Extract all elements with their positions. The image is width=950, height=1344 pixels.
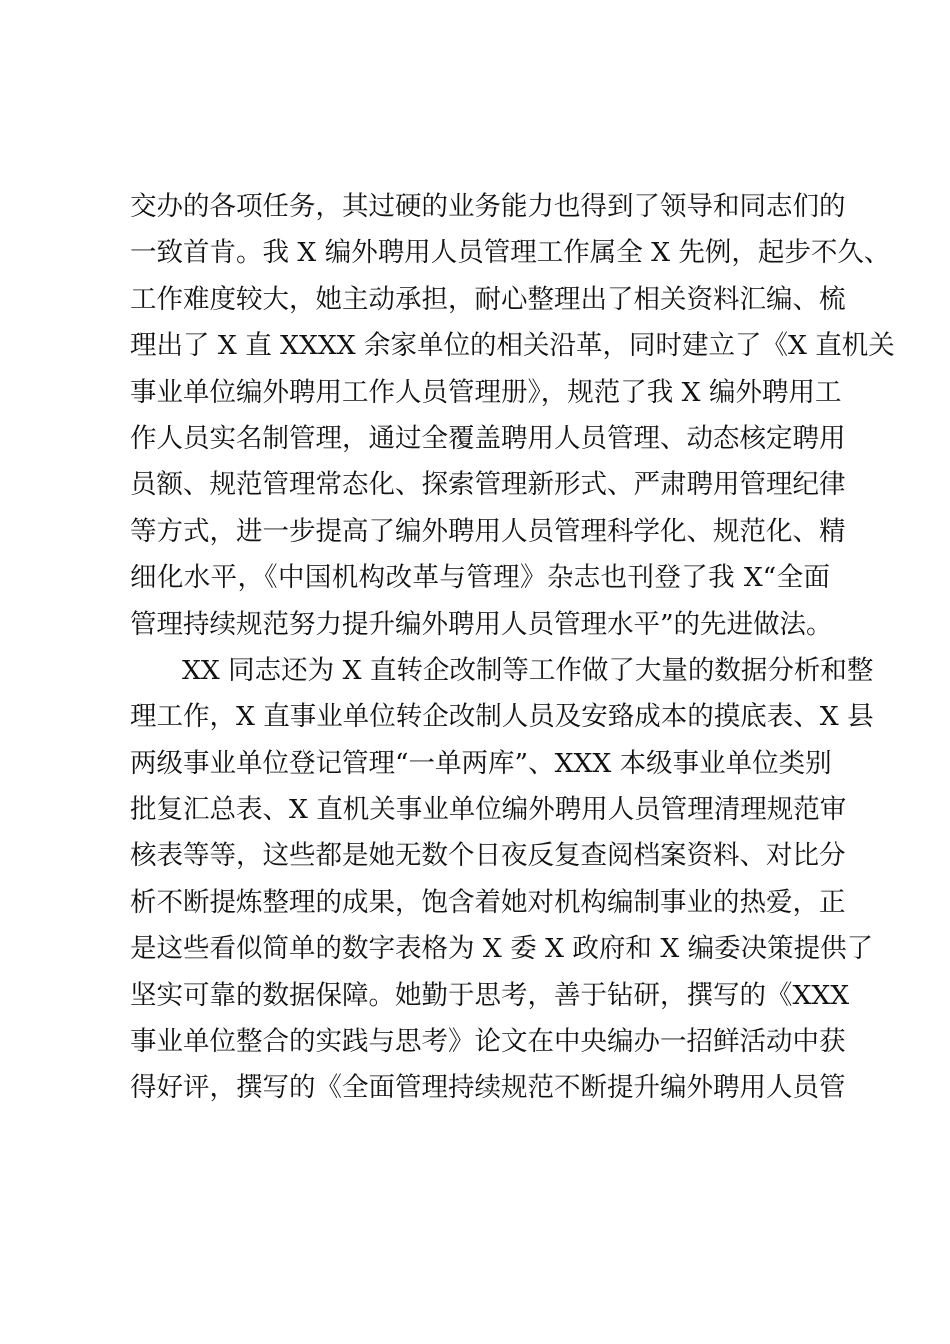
text-line: 交办的各项任务，其过硬的业务能力也得到了领导和同志们的 [130, 191, 846, 222]
text-line: 批复汇总表、X 直机关事业单位编外聘用人员管理清理规范审 [130, 794, 847, 826]
text-line: 一致首肯。我 X 编外聘用人员管理工作属全 X 先例，起步不久、 [130, 237, 891, 269]
text-line: 作人员实名制管理，通过全覆盖聘用人员管理、动态核定聘用 [130, 422, 846, 454]
text-line: 是这些看似简单的数字表格为 X 委 X 政府和 X 编委决策提供了 [130, 933, 874, 965]
text-line: 员额、规范管理常态化、探索管理新形式、严肃聘用管理纪律 [130, 469, 846, 501]
text-line: 坚实可靠的数据保障。她勤于思考，善于钻研，撰写的《XXX [130, 979, 850, 1011]
text-line: 等方式，进一步提高了编外聘用人员管理科学化、规范化、精 [130, 515, 846, 547]
text-line: 得好评，撰写的《全面管理持续规范不断提升编外聘用人员管 [130, 1072, 846, 1104]
text-line: 核表等等，这些都是她无数个日夜反复查阅档案资料、对比分 [130, 840, 846, 872]
text-line: 事业单位编外聘用工作人员管理册》，规范了我 X 编外聘用工 [130, 376, 842, 408]
text-line: 析不断提炼整理的成果，饱含着她对机构编制事业的热爱，正 [130, 886, 846, 918]
body-text [130, 184, 895, 1112]
text-line: 两级事业单位登记管理“一单两库”、XXX 本级事业单位类别 [130, 747, 832, 779]
paragraph-start-line: XX 同志还为 X 直转企改制等工作做了大量的数据分析和整 [182, 654, 874, 686]
paragraph-end-line: 管理持续规范努力提升编外聘用人员管理水平”的先进做法。 [130, 608, 833, 640]
text-line: 事业单位整合的实践与思考》论文在中央编办一招鲜活动中获 [130, 1026, 846, 1058]
text-line: 细化水平，《中国机构改革与管理》杂志也刊登了我 X“全面 [130, 562, 830, 594]
text-line: 工作难度较大，她主动承担，耐心整理出了相关资料汇编、梳 [130, 283, 846, 315]
text-line: 理工作，X 直事业单位转企改制人员及安臵成本的摸底表、X 县 [130, 701, 874, 733]
text-line: 理出了 X 直 XXXX 余家单位的相关沿革，同时建立了《X 直机关 [130, 330, 895, 362]
